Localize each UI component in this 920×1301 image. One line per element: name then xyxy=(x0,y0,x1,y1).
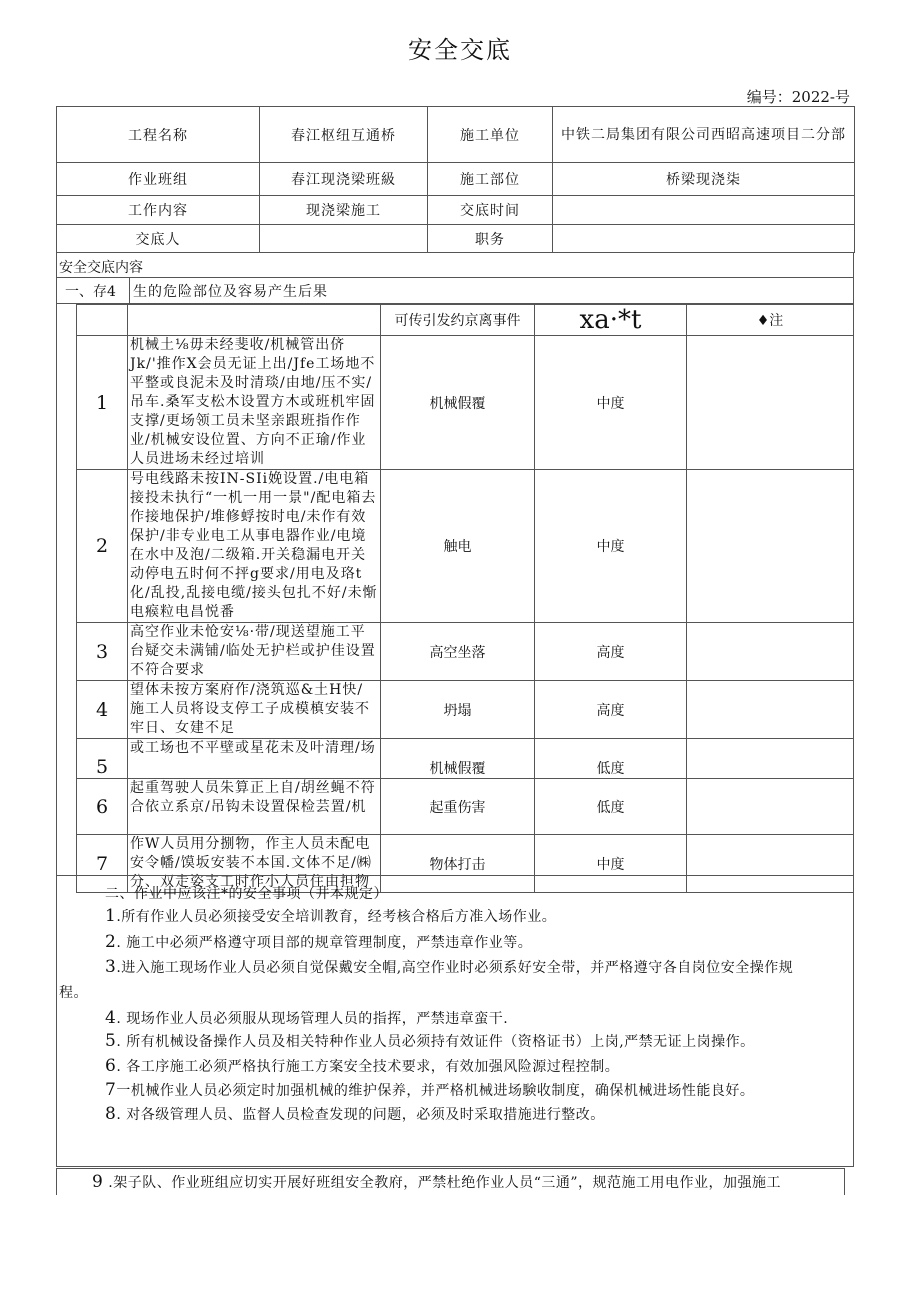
row-level: 低度 xyxy=(535,779,687,835)
row-no: 7 xyxy=(77,835,128,893)
row-no: 3 xyxy=(77,623,128,681)
row-note xyxy=(687,470,854,623)
info-table xyxy=(56,106,855,253)
rule-item: 7一机械作业人员必须定时加强机械的维护保养，并严格机械进场験收制度，确保机械进场性能良好。 xyxy=(105,1080,755,1100)
row-desc: 起重驾驶人员朱算正上自/胡丝蝇不符合依立系京/吊钩未设置保检芸置/机 xyxy=(128,779,381,835)
row-event: 机械假覆 xyxy=(381,336,535,470)
header-desc xyxy=(128,305,381,336)
row-no: 4 xyxy=(77,681,128,739)
row-desc: 机械土⅛毋未经斐收/机械管出侪Jk/'推作X会员无证上出/Jfe工场地不平整或良泥未及时清琰/由地/压不实/吊车.桑军支松木设置方木或班机牢固支撑/更场领工员未坚亲跟班指作作业/机械安设位置、方向不正瑜/作业人员进场未经过培训 xyxy=(128,336,381,470)
table-row xyxy=(77,779,854,835)
part-label: 施工部位 xyxy=(428,163,553,196)
row-note xyxy=(687,779,854,835)
person xyxy=(260,225,428,253)
row-level: 高度 xyxy=(535,681,687,739)
document-number: 编号：2022-号 xyxy=(746,88,850,106)
duty xyxy=(553,225,855,253)
section1-title: 生的危险部位及容易产生后果 xyxy=(133,284,328,300)
row-event: 机械假覆 xyxy=(381,739,535,779)
section1-prefix: 一、存4 xyxy=(65,284,116,300)
row-note xyxy=(687,623,854,681)
divider xyxy=(129,278,130,303)
section2-box xyxy=(56,875,854,1167)
table-row xyxy=(77,470,854,623)
rule-item: 3.进入施工现场作业人员必须自觉保戴安全帽,高空作业时必须系好安全带，并严格遵守各自岗位安全操作规 xyxy=(105,957,794,977)
row-note xyxy=(687,739,854,779)
row-event: 触电 xyxy=(381,470,535,623)
header-event: 可传引发约京离事件 xyxy=(381,305,535,336)
time-label: 交底时间 xyxy=(428,196,553,225)
document-title: 安全交底 xyxy=(408,36,512,64)
rule-item: 1.所有作业人员必须接受安全培训教育，经考核合格后方准入场作业。 xyxy=(105,906,557,926)
duty-label: 职务 xyxy=(428,225,553,253)
section-label: 安全交底内容 xyxy=(56,252,854,278)
hazard-header-row xyxy=(77,305,854,336)
part: 桥梁现浇柒 xyxy=(553,163,855,196)
unit-label: 施工单位 xyxy=(428,107,553,163)
content: 现浇梁施工 xyxy=(260,196,428,225)
row-desc: 作W人员用分捌物，作主人员未配电安令幡/馍坂安装不本国.文体不足/㈱分、双走姿支工时作小人员住由担物 xyxy=(128,835,381,893)
row-no: 2 xyxy=(77,470,128,623)
rule-item-continued: 程。 xyxy=(59,985,88,1001)
row-desc: 或工场也不平壁或星花未及叶清理/场 xyxy=(128,739,381,779)
content-label: 工作内容 xyxy=(57,196,260,225)
row-level: 高度 xyxy=(535,623,687,681)
row-note xyxy=(687,336,854,470)
table-row xyxy=(77,739,854,779)
table-row xyxy=(77,681,854,739)
header-level: xa·*t xyxy=(535,305,687,336)
row-note xyxy=(687,681,854,739)
table-row xyxy=(77,336,854,470)
hazard-table xyxy=(76,304,854,893)
rule-item-9: 9 .架子队、作业班组应切实开展好班组安全教府，严禁杜绝作业人员“三通”，规范施工用电作业，加强施工 xyxy=(56,1168,845,1195)
row-event: 起重伤害 xyxy=(381,779,535,835)
section2-title: 二、作业中应该注*的安全事项（井本规定） xyxy=(105,886,388,902)
left-margin-column xyxy=(56,304,76,875)
row-level: 中度 xyxy=(535,470,687,623)
row-level: 低度 xyxy=(535,739,687,779)
row-no: 1 xyxy=(77,336,128,470)
rule-item: 8. 对各级管理人员、监督人员检查发现的问题，必须及时采取措施进行整改。 xyxy=(105,1104,605,1124)
row-desc: 高空作业未怆安⅛·带/现送望施工平台疑交未满铺/临处无护栏或护佳设置不符合要求 xyxy=(128,623,381,681)
rule-item: 2. 施工中必须严格遵守项目部的规章管理制度，严禁违章作业等。 xyxy=(105,932,533,952)
rule-item: 4. 现场作业人员必须服从现场管理人员的指挥，严禁违章蛮干. xyxy=(105,1008,509,1028)
row-no: 5 xyxy=(77,739,128,779)
team: 春江现浇梁班級 xyxy=(260,163,428,196)
rule-item: 5. 所有机械设备操作人员及相关特种作业人员必须持有效证件（资格证书）上岗,严禁无证上岗操作。 xyxy=(105,1031,755,1051)
row-desc: 号电线路未按IN-SIi娩设置./电电箱接投未执行“一机一用一景"/配电箱去作接地保护/堆修蜉按时电/未作有效保护/非专业电工从事电器作业/电境在水中及泡/二级箱.开关稳漏电开关动停电五时何不抨g要求/用电及珞t化/乱投,乱接电缆/接头包扎不好/未惭电瘊粒电昌悦番 xyxy=(128,470,381,623)
time xyxy=(553,196,855,225)
row-level: 中度 xyxy=(535,835,687,893)
project-name: 春江枢纽互通桥 xyxy=(260,107,428,163)
row-no: 6 xyxy=(77,779,128,835)
header-no xyxy=(77,305,128,336)
row-event: 坍塌 xyxy=(381,681,535,739)
section1-heading xyxy=(56,278,854,304)
person-label: 交底人 xyxy=(57,225,260,253)
unit: 中铁二局集团有限公司西昭高速项目二分部 xyxy=(553,107,855,163)
row-event: 高空坐落 xyxy=(381,623,535,681)
team-label: 作业班组 xyxy=(57,163,260,196)
row-event: 物体打击 xyxy=(381,835,535,893)
row-desc: 望体未按方案府作/浇筑巡&土H快/施工人员将设支停工子成模槙安装不牢日、女建不足 xyxy=(128,681,381,739)
header-note: ♦注 xyxy=(687,305,854,336)
table-row xyxy=(77,623,854,681)
rule-item: 6. 各工序施工必须严格执行施工方案安全技术要求，有效加强风险源过程控制。 xyxy=(105,1056,620,1076)
row-level: 中度 xyxy=(535,336,687,470)
project-name-label: 工程名称 xyxy=(57,107,260,163)
